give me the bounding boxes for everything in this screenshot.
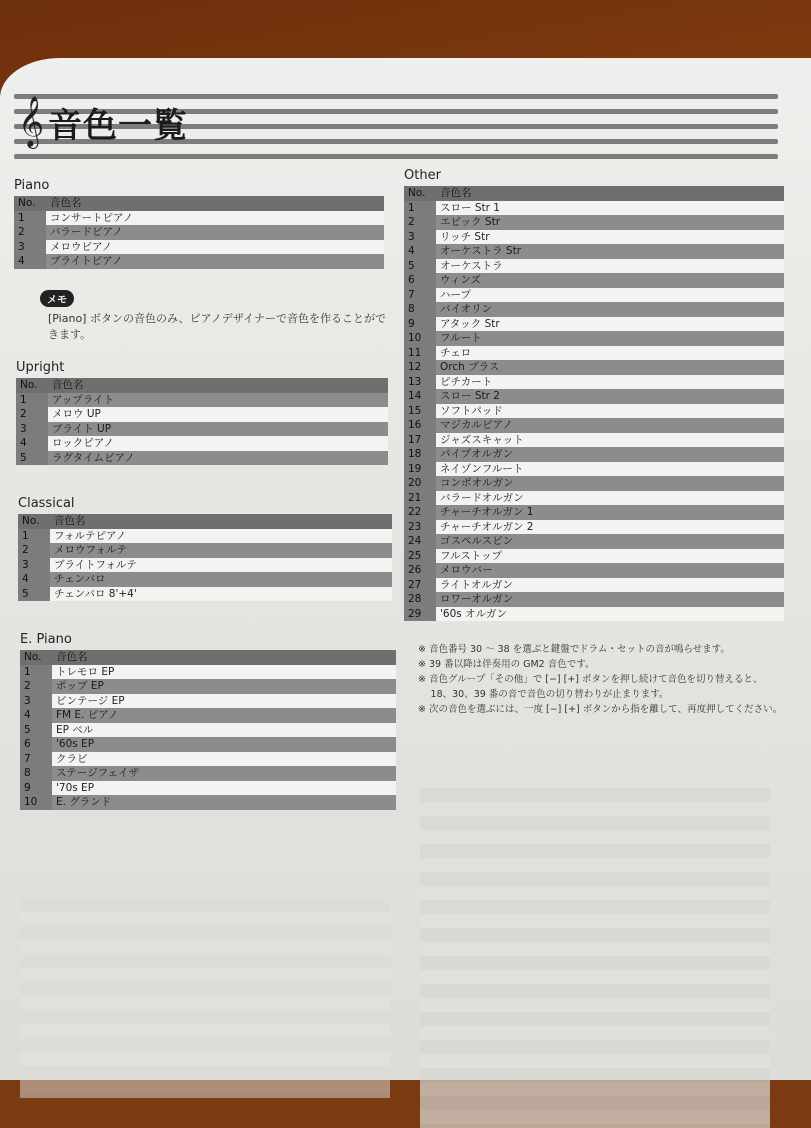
table-row bbox=[16, 393, 388, 408]
cell-name: マジカルピアノ bbox=[436, 418, 784, 433]
table-row bbox=[18, 529, 392, 544]
table-row bbox=[16, 436, 388, 451]
cell-name: メロウピアノ bbox=[46, 240, 384, 255]
table-row bbox=[404, 346, 784, 361]
cell-name: ロワーオルガン bbox=[436, 592, 784, 607]
cell-no: 5 bbox=[16, 451, 48, 466]
table-row bbox=[404, 389, 784, 404]
table-row bbox=[404, 418, 784, 433]
table-row bbox=[18, 572, 392, 587]
cell-name: パイプオルガン bbox=[436, 447, 784, 462]
cell-no: 1 bbox=[18, 529, 50, 544]
cell-no: 6 bbox=[404, 273, 436, 288]
table-header bbox=[404, 186, 784, 201]
table-row bbox=[404, 520, 784, 535]
cell-no: 2 bbox=[16, 407, 48, 422]
cell-name: ポップ EP bbox=[52, 679, 396, 694]
col-name: 音色名 bbox=[48, 378, 388, 393]
table-row bbox=[404, 244, 784, 259]
col-no: No. bbox=[18, 514, 50, 529]
table-row bbox=[14, 254, 384, 269]
table-row bbox=[404, 592, 784, 607]
table-row bbox=[404, 563, 784, 578]
cell-no: 21 bbox=[404, 491, 436, 506]
memo-text: [Piano] ボタンの音色のみ、ピアノデザイナーで音色を作ることができます。 bbox=[48, 312, 386, 341]
table-row bbox=[20, 781, 396, 796]
cell-no: 15 bbox=[404, 404, 436, 419]
cell-name: ブライト UP bbox=[48, 422, 388, 437]
table-row bbox=[14, 225, 384, 240]
cell-no: 5 bbox=[20, 723, 52, 738]
cell-name: E. グランド bbox=[52, 795, 396, 810]
cell-name: メロウ UP bbox=[48, 407, 388, 422]
cell-name: '60s オルガン bbox=[436, 607, 784, 622]
cell-no: 7 bbox=[404, 288, 436, 303]
table-row bbox=[404, 331, 784, 346]
table-row bbox=[20, 737, 396, 752]
footnote: 18、30、39 番の音で音色の切り替わりが止まります。 bbox=[418, 689, 669, 700]
cell-name: ロックピアノ bbox=[48, 436, 388, 451]
cell-name: ネイゾンフルート bbox=[436, 462, 784, 477]
tone-table-classical bbox=[18, 514, 392, 601]
cell-no: 19 bbox=[404, 462, 436, 477]
table-row bbox=[14, 240, 384, 255]
table-row bbox=[18, 558, 392, 573]
cell-no: 18 bbox=[404, 447, 436, 462]
section-title: E. Piano bbox=[20, 632, 72, 647]
cell-no: 9 bbox=[404, 317, 436, 332]
cell-no: 2 bbox=[20, 679, 52, 694]
section-epiano bbox=[20, 632, 396, 810]
cell-name: EP ベル bbox=[52, 723, 396, 738]
cell-no: 4 bbox=[18, 572, 50, 587]
cell-name: スロー Str 1 bbox=[436, 201, 784, 216]
footnote: ※ 39 番以降は伴奏用の GM2 音色です。 bbox=[418, 659, 595, 670]
col-no: No. bbox=[20, 650, 52, 665]
tone-table-piano bbox=[14, 196, 384, 269]
cell-no: 14 bbox=[404, 389, 436, 404]
table-row bbox=[404, 534, 784, 549]
treble-clef-icon: 𝄞 bbox=[18, 96, 45, 147]
col-no: No. bbox=[404, 186, 436, 201]
table-row bbox=[404, 302, 784, 317]
table-row bbox=[404, 491, 784, 506]
cell-no: 12 bbox=[404, 360, 436, 375]
cell-no: 10 bbox=[404, 331, 436, 346]
cell-no: 24 bbox=[404, 534, 436, 549]
cell-no: 13 bbox=[404, 375, 436, 390]
cell-name: フォルテピアノ bbox=[50, 529, 392, 544]
table-row bbox=[20, 752, 396, 767]
cell-no: 2 bbox=[404, 215, 436, 230]
table-header bbox=[16, 378, 388, 393]
page-heading bbox=[18, 90, 188, 154]
table-header bbox=[14, 196, 384, 211]
table-row bbox=[404, 578, 784, 593]
cell-name: トレモロ EP bbox=[52, 665, 396, 680]
table-row bbox=[20, 679, 396, 694]
cell-no: 9 bbox=[20, 781, 52, 796]
cell-no: 3 bbox=[404, 230, 436, 245]
cell-name: エピック Str bbox=[436, 215, 784, 230]
table-row bbox=[20, 708, 396, 723]
cell-no: 1 bbox=[20, 665, 52, 680]
footnotes bbox=[418, 642, 808, 717]
cell-no: 11 bbox=[404, 346, 436, 361]
cell-no: 3 bbox=[20, 694, 52, 709]
table-row bbox=[404, 607, 784, 622]
cell-no: 4 bbox=[20, 708, 52, 723]
cell-no: 25 bbox=[404, 549, 436, 564]
cell-name: スロー Str 2 bbox=[436, 389, 784, 404]
cell-no: 3 bbox=[16, 422, 48, 437]
cell-no: 27 bbox=[404, 578, 436, 593]
table-row bbox=[16, 407, 388, 422]
show-through-print bbox=[420, 788, 770, 1128]
section-other bbox=[404, 168, 784, 621]
cell-name: アタック Str bbox=[436, 317, 784, 332]
cell-name: ゴスペルスピン bbox=[436, 534, 784, 549]
col-name: 音色名 bbox=[50, 514, 392, 529]
table-row bbox=[18, 543, 392, 558]
cell-name: ジャズスキャット bbox=[436, 433, 784, 448]
cell-no: 4 bbox=[404, 244, 436, 259]
cell-no: 2 bbox=[14, 225, 46, 240]
cell-name: クラビ bbox=[52, 752, 396, 767]
table-row bbox=[404, 215, 784, 230]
page-title: 音色一覧 bbox=[48, 105, 189, 146]
table-row bbox=[404, 288, 784, 303]
table-row bbox=[404, 476, 784, 491]
col-name: 音色名 bbox=[46, 196, 384, 211]
table-row bbox=[404, 433, 784, 448]
cell-name: リッチ Str bbox=[436, 230, 784, 245]
cell-no: 10 bbox=[20, 795, 52, 810]
table-row bbox=[404, 404, 784, 419]
cell-no: 7 bbox=[20, 752, 52, 767]
cell-name: バラードピアノ bbox=[46, 225, 384, 240]
table-header bbox=[20, 650, 396, 665]
table-row bbox=[404, 375, 784, 390]
cell-name: バイオリン bbox=[436, 302, 784, 317]
cell-name: ウィンズ bbox=[436, 273, 784, 288]
cell-name: ソフトパッド bbox=[436, 404, 784, 419]
cell-no: 4 bbox=[14, 254, 46, 269]
table-row bbox=[404, 462, 784, 477]
tone-table-other bbox=[404, 186, 784, 621]
cell-name: チャーチオルガン 1 bbox=[436, 505, 784, 520]
footnote: ※ 音色番号 30 ～ 38 を選ぶと鍵盤でドラム・セットの音が鳴らせます。 bbox=[418, 644, 730, 655]
footnote: ※ 音色グループ「その他」で [−] [+] ボタンを押し続けて音色を切り替えると、 bbox=[418, 674, 763, 685]
cell-no: 3 bbox=[18, 558, 50, 573]
cell-name: ハープ bbox=[436, 288, 784, 303]
cell-no: 28 bbox=[404, 592, 436, 607]
cell-no: 22 bbox=[404, 505, 436, 520]
table-row bbox=[20, 694, 396, 709]
cell-no: 4 bbox=[16, 436, 48, 451]
table-row bbox=[404, 201, 784, 216]
cell-name: チェンバロ bbox=[50, 572, 392, 587]
table-row bbox=[404, 549, 784, 564]
col-no: No. bbox=[14, 196, 46, 211]
cell-name: ピチカート bbox=[436, 375, 784, 390]
table-row bbox=[16, 451, 388, 466]
cell-no: 8 bbox=[404, 302, 436, 317]
cell-no: 2 bbox=[18, 543, 50, 558]
cell-no: 1 bbox=[16, 393, 48, 408]
table-row bbox=[20, 665, 396, 680]
memo-box bbox=[40, 288, 390, 343]
cell-name: ブライトピアノ bbox=[46, 254, 384, 269]
cell-name: '70s EP bbox=[52, 781, 396, 796]
table-row bbox=[404, 360, 784, 375]
col-no: No. bbox=[16, 378, 48, 393]
cell-no: 6 bbox=[20, 737, 52, 752]
section-title: Upright bbox=[16, 360, 65, 375]
cell-no: 5 bbox=[404, 259, 436, 274]
cell-no: 23 bbox=[404, 520, 436, 535]
memo-badge: メモ bbox=[40, 290, 74, 307]
table-header bbox=[18, 514, 392, 529]
cell-name: メロウフォルテ bbox=[50, 543, 392, 558]
tone-table-upright bbox=[16, 378, 388, 465]
table-row bbox=[20, 723, 396, 738]
cell-name: ステージフェイザ bbox=[52, 766, 396, 781]
table-row bbox=[404, 447, 784, 462]
cell-name: オーケストラ Str bbox=[436, 244, 784, 259]
table-row bbox=[16, 422, 388, 437]
cell-no: 16 bbox=[404, 418, 436, 433]
table-row bbox=[404, 230, 784, 245]
table-row bbox=[14, 211, 384, 226]
table-row bbox=[404, 259, 784, 274]
section-title: Piano bbox=[14, 178, 50, 193]
cell-no: 8 bbox=[20, 766, 52, 781]
col-name: 音色名 bbox=[52, 650, 396, 665]
cell-no: 26 bbox=[404, 563, 436, 578]
table-row bbox=[20, 795, 396, 810]
cell-name: コンボオルガン bbox=[436, 476, 784, 491]
cell-name: チェンバロ 8'+4' bbox=[50, 587, 392, 602]
table-row bbox=[404, 505, 784, 520]
manual-page bbox=[0, 58, 811, 1080]
cell-no: 5 bbox=[18, 587, 50, 602]
cell-name: チェロ bbox=[436, 346, 784, 361]
cell-name: Orch ブラス bbox=[436, 360, 784, 375]
cell-name: ラグタイムピアノ bbox=[48, 451, 388, 466]
cell-name: アップライト bbox=[48, 393, 388, 408]
table-row bbox=[404, 317, 784, 332]
cell-name: ライトオルガン bbox=[436, 578, 784, 593]
cell-no: 17 bbox=[404, 433, 436, 448]
cell-name: バラードオルガン bbox=[436, 491, 784, 506]
table-row bbox=[404, 273, 784, 288]
section-title: Other bbox=[404, 168, 441, 183]
section-title: Classical bbox=[18, 496, 75, 511]
table-row bbox=[20, 766, 396, 781]
cell-name: ビンテージ EP bbox=[52, 694, 396, 709]
cell-no: 1 bbox=[404, 201, 436, 216]
cell-no: 3 bbox=[14, 240, 46, 255]
col-name: 音色名 bbox=[436, 186, 784, 201]
section-classical bbox=[18, 496, 392, 601]
cell-name: フルストップ bbox=[436, 549, 784, 564]
cell-name: オーケストラ bbox=[436, 259, 784, 274]
cell-name: フルート bbox=[436, 331, 784, 346]
tone-table-epiano bbox=[20, 650, 396, 810]
show-through-print bbox=[20, 898, 390, 1098]
footnote: ※ 次の音色を選ぶには、一度 [−] [+] ボタンから指を離して、再度押してください。 bbox=[418, 704, 783, 715]
cell-name: コンサートピアノ bbox=[46, 211, 384, 226]
cell-name: ブライトフォルテ bbox=[50, 558, 392, 573]
cell-no: 20 bbox=[404, 476, 436, 491]
cell-no: 1 bbox=[14, 211, 46, 226]
cell-name: メロウバー bbox=[436, 563, 784, 578]
table-row bbox=[18, 587, 392, 602]
cell-name: FM E. ピアノ bbox=[52, 708, 396, 723]
cell-name: チャーチオルガン 2 bbox=[436, 520, 784, 535]
section-upright bbox=[16, 360, 388, 465]
cell-no: 29 bbox=[404, 607, 436, 622]
section-piano bbox=[14, 178, 384, 269]
cell-name: '60s EP bbox=[52, 737, 396, 752]
